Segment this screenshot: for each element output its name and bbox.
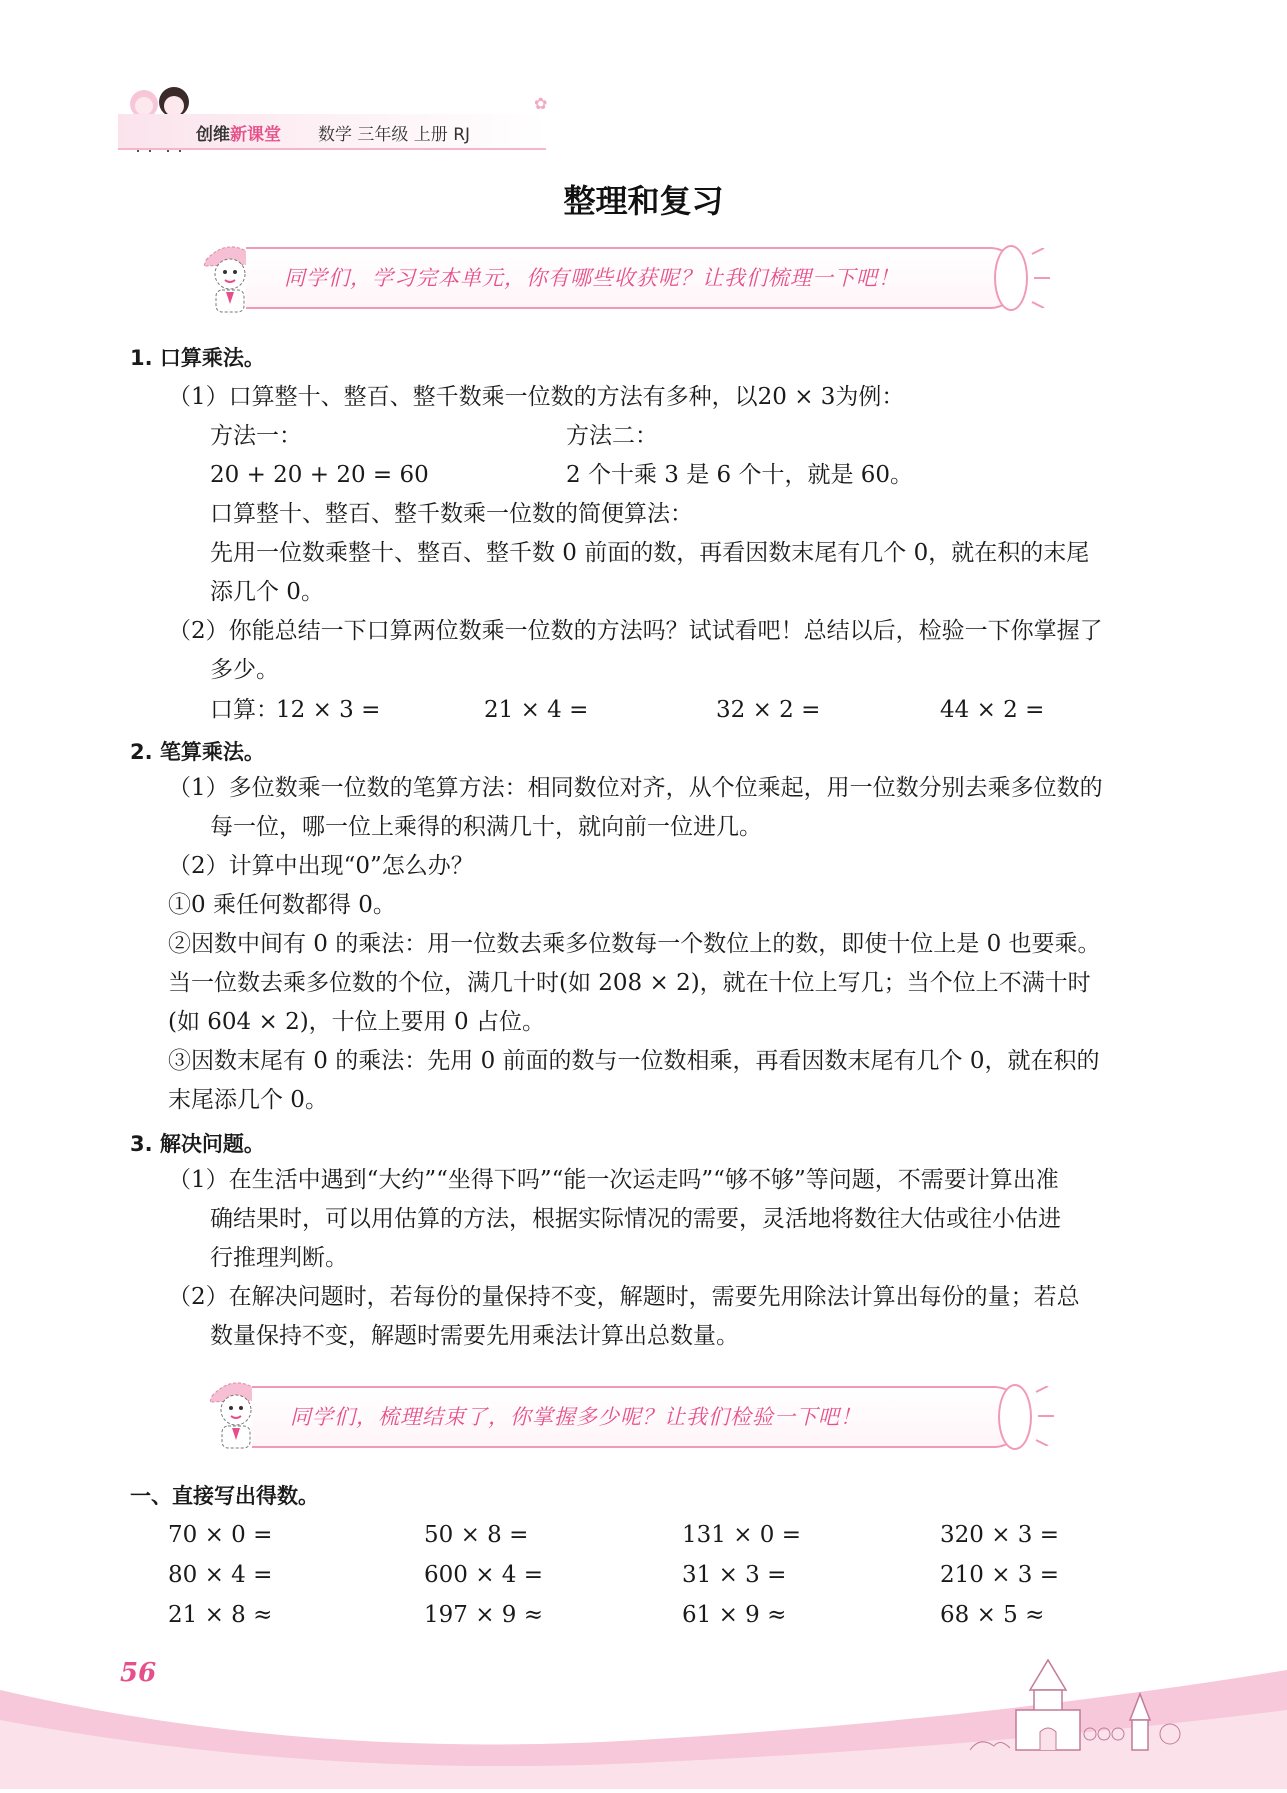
shortcut-title: 口算整十、整百、整千数乘一位数的简便算法： bbox=[210, 501, 693, 527]
header-subject-info: 数学 三年级 上册 RJ bbox=[318, 125, 471, 145]
exercise-item: 70 × 0 = bbox=[168, 1522, 273, 1548]
section1-heading: 1. 口算乘法。 bbox=[130, 346, 265, 370]
banner-top-text: 同学们，学习完本单元，你有哪些收获呢？让我们梳理一下吧！ bbox=[284, 266, 900, 290]
exercise-item: 320 × 3 = bbox=[940, 1522, 1060, 1548]
method1-body: 20 + 20 + 20 = 60 bbox=[210, 462, 429, 488]
exercise-item: 210 × 3 = bbox=[940, 1562, 1060, 1588]
method1-label: 方法一： bbox=[210, 423, 302, 449]
method2-label: 方法二： bbox=[566, 423, 658, 449]
section2-c1: ①0 乘任何数都得 0。 bbox=[168, 892, 396, 918]
method2-body: 2 个十乘 3 是 6 个十，就是 60。 bbox=[566, 462, 914, 488]
exercise-heading: 一、直接写出得数。 bbox=[130, 1484, 319, 1508]
section3-p1-line3: 行推理判断。 bbox=[210, 1245, 348, 1271]
exercise-item: 21 × 8 ≈ bbox=[168, 1602, 273, 1628]
exercise-item: 600 × 4 = bbox=[424, 1562, 544, 1588]
banner-top-end bbox=[994, 245, 1028, 311]
section2-c3-line2: 末尾添几个 0。 bbox=[168, 1087, 328, 1113]
section3-p2-line2: 数量保持不变，解题时需要先用乘法计算出总数量。 bbox=[210, 1323, 739, 1349]
oral-item: 32 × 2 = bbox=[716, 697, 821, 723]
oral-item: 44 × 2 = bbox=[940, 697, 1045, 723]
oral-label: 口算： bbox=[210, 697, 279, 723]
shortcut-line1: 先用一位数乘整十、整百、整千数 0 前面的数，再看因数末尾有几个 0，就在积的末尾 bbox=[210, 540, 1090, 566]
exercise-item: 68 × 5 ≈ bbox=[940, 1602, 1045, 1628]
page-title: 整理和复习 bbox=[563, 182, 724, 220]
exercise-item: 31 × 3 = bbox=[682, 1562, 787, 1588]
section3-p2-line1: （2）在解决问题时，若每份的量保持不变，解题时，需要先用除法计算出每份的量；若总 bbox=[168, 1284, 1080, 1310]
flower-icon: ✿ bbox=[534, 94, 548, 113]
section2-c2-line1: ②因数中间有 0 的乘法：用一位数去乘多位数每一个数位上的数，即使十位上是 0 也要乘。 bbox=[168, 931, 1101, 957]
section1-p2-line1: （2）你能总结一下口算两位数乘一位数的方法吗？试试看吧！总结以后，检验一下你掌握了 bbox=[168, 618, 1103, 644]
shortcut-line2: 添几个 0。 bbox=[210, 579, 324, 605]
banner-bottom-text: 同学们，梳理结束了，你掌握多少呢？让我们检验一下吧！ bbox=[290, 1405, 862, 1429]
section1-p1-intro: （1）口算整十、整百、整千数乘一位数的方法有多种，以20 × 3为例： bbox=[168, 384, 905, 410]
brand-prefix: 创维 bbox=[196, 125, 230, 145]
exercise-item: 197 × 9 ≈ bbox=[424, 1602, 544, 1628]
section2-c2-line2: 当一位数去乘多位数的个位，满几十时(如 208 × 2)，就在十位上写几；当个位上不满十时 bbox=[168, 970, 1091, 996]
oral-item: 21 × 4 = bbox=[484, 697, 589, 723]
exercise-item: 50 × 8 = bbox=[424, 1522, 529, 1548]
section2-c2-line3: (如 604 × 2)，十位上要用 0 占位。 bbox=[168, 1009, 545, 1035]
section2-p2: （2）计算中出现“0”怎么办？ bbox=[168, 853, 474, 879]
oral-item: 12 × 3 = bbox=[276, 697, 381, 723]
section1-p2-line2: 多少。 bbox=[210, 657, 279, 683]
header-brand bbox=[196, 120, 281, 145]
section3-heading: 3. 解决问题。 bbox=[130, 1132, 265, 1156]
sparkle-icon bbox=[1030, 248, 1052, 312]
section2-c3-line1: ③因数末尾有 0 的乘法：先用 0 前面的数与一位数相乘，再看因数末尾有几个 0，就在积的 bbox=[168, 1048, 1100, 1074]
exercise-item: 80 × 4 = bbox=[168, 1562, 273, 1588]
section3-p1-line2: 确结果时，可以用估算的方法，根据实际情况的需要，灵活地将数往大估或往小估进 bbox=[210, 1206, 1061, 1232]
castle-illustration bbox=[960, 1650, 1190, 1760]
exercise-item: 131 × 0 = bbox=[682, 1522, 802, 1548]
page-number: 56 bbox=[120, 1658, 157, 1688]
exercise-item: 61 × 9 ≈ bbox=[682, 1602, 787, 1628]
section2-heading: 2. 笔算乘法。 bbox=[130, 740, 265, 764]
section3-p1-line1: （1）在生活中遇到“大约”“坐得下吗”“能一次运走吗”“够不够”等问题，不需要计算出准 bbox=[168, 1167, 1059, 1193]
brand-highlight: 新课堂 bbox=[230, 125, 281, 145]
section2-p1-line1: （1）多位数乘一位数的笔算方法：相同数位对齐，从个位乘起，用一位数分别去乘多位数的 bbox=[168, 775, 1103, 801]
banner-bottom-end bbox=[998, 1384, 1032, 1450]
section2-p1-line2: 每一位，哪一位上乘得的积满几十，就向前一位进几。 bbox=[210, 814, 762, 840]
sparkle-icon bbox=[1034, 1386, 1056, 1450]
